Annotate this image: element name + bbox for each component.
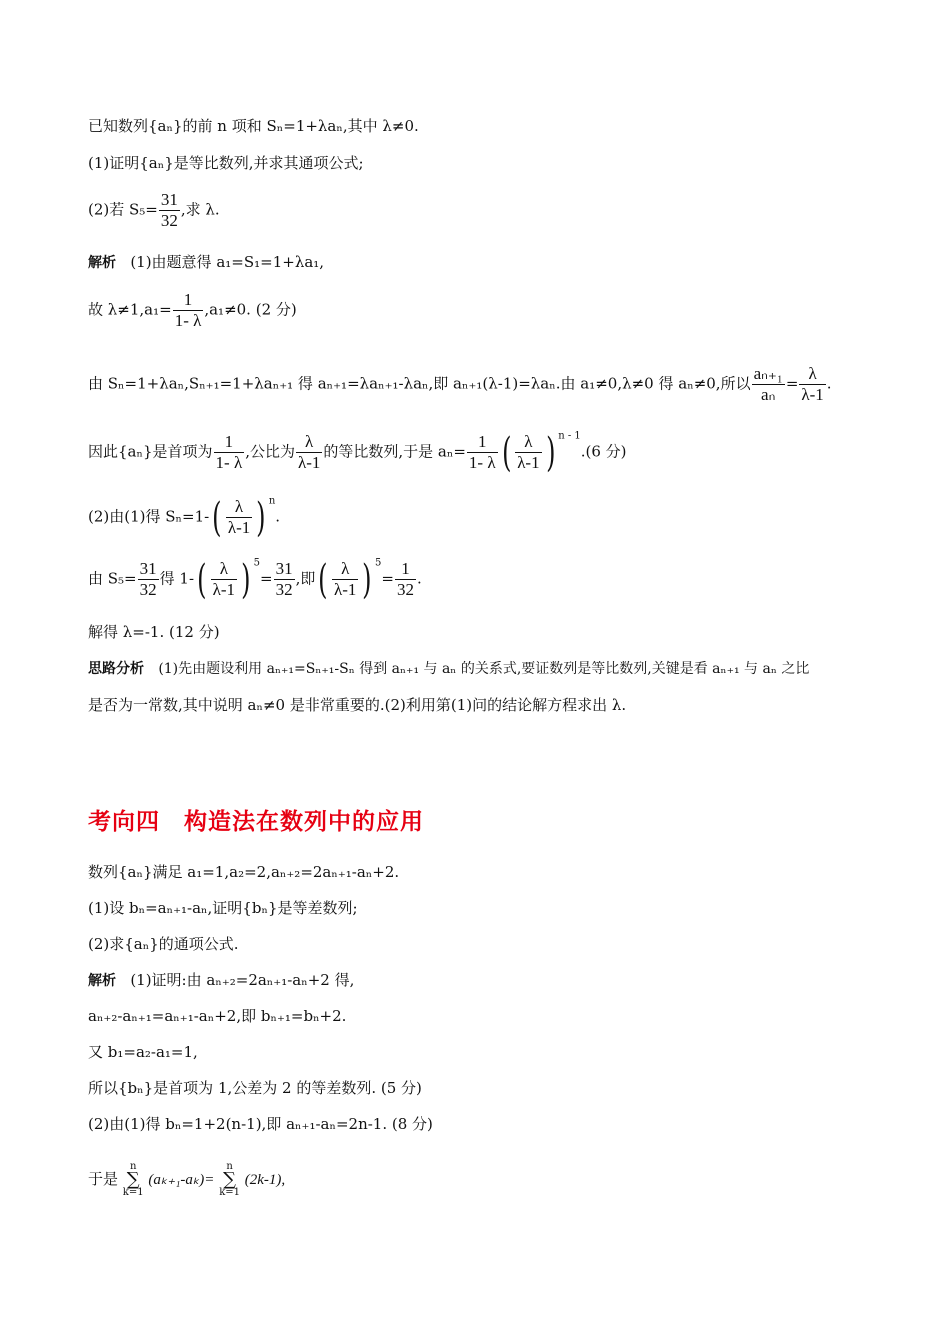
fraction: $\frac{\lambda}{\lambda-1}$ — [212, 559, 236, 599]
fraction: $\frac{\lambda}{\lambda-1}$ — [227, 497, 251, 537]
thinking-line-2: 是否为一常数,其中说明 aₙ≠0 是非常重要的.(2)利用第(1)问的结论解方程求出 λ. — [88, 696, 627, 714]
thinking-tag: 思路分析 — [88, 661, 144, 677]
analysis-line-2: aₙ₊₂-aₙ₊₁=aₙ₊₁-aₙ+2,即 bₙ₊₁=bₙ+2. — [88, 1007, 347, 1025]
section-title: 考向四 构造法在数列中的应用 — [88, 809, 424, 835]
analysis-line-2: 故 λ≠1,a₁= $\frac{1}{1- \lambda}$ ,a₁≠0. (2 分) — [88, 290, 297, 330]
analysis-tag: 解析 — [88, 255, 116, 271]
analysis-line-6: 由 S₅= $\frac{31}{32}$ 得 1-( $\frac{\lambda}{\lambda-1}$ ) $^5$= $\frac{31}{32}$ ,即( $\frac{\lambda}{\lambda-1}$ ) $^5$= $\frac{1}{32}$ . — [88, 556, 422, 603]
fraction: $\frac{31}{32}$ — [275, 559, 293, 599]
fraction: $\frac{\lambda}{\lambda-1}$ — [517, 432, 540, 472]
problem-stem: 已知数列{aₙ}的前 n 项和 Sₙ=1+λaₙ,其中 λ≠0. — [88, 117, 419, 135]
question-2: (2)若 S₅= $\frac{31}{32}$ ,求 λ. — [88, 190, 220, 230]
question-1: (1)证明{aₙ}是等比数列,并求其通项公式; — [88, 154, 364, 172]
fraction: $\frac{1}{1- \lambda}$ — [468, 432, 496, 472]
fraction: $\frac{\lambda}{\lambda-1}$ — [334, 559, 357, 599]
analysis-line-5: (2)由(1)得 bₙ=1+2(n-1),即 aₙ₊₁-aₙ=2n-1. (8 分) — [88, 1115, 433, 1133]
fraction: $\frac{\lambda}{\lambda-1}$ — [297, 432, 321, 472]
analysis-line-5: (2)由(1)得 Sₙ=1-( $\frac{\lambda}{\lambda-1}$ ) $^n$. — [88, 494, 281, 541]
thinking-line-1: 思路分析 (1)先由题设利用 aₙ₊₁=Sₙ₊₁-Sₙ 得到 aₙ₊₁ 与 aₙ 的关系式,要证数列是等比数列,关键是看 aₙ₊₁ 与 aₙ 之比 — [88, 661, 810, 677]
fraction: $\frac{\text{aₙ₊₁}}{\text{aₙ}}$ — [753, 364, 783, 404]
question-1: (1)设 bₙ=aₙ₊₁-aₙ,证明{bₙ}是等差数列; — [88, 899, 358, 917]
fraction: $\frac{1}{1- \lambda}$ — [215, 432, 243, 472]
question-2: (2)求{aₙ}的通项公式. — [88, 935, 239, 953]
problem-stem: 数列{aₙ}满足 a₁=1,a₂=2,aₙ₊₂=2aₙ₊₁-aₙ+2. — [88, 863, 400, 881]
analysis-line-1: 解析 (1)证明:由 aₙ₊₂=2aₙ₊₁-aₙ+2 得, — [88, 971, 355, 989]
analysis-tag: 解析 — [88, 973, 116, 989]
fraction: $\frac{1}{32}$ — [396, 559, 414, 599]
summation-symbol: n ∑ k=1 — [219, 1161, 240, 1198]
fraction: $\frac{31}{32}$ — [139, 559, 157, 599]
summation-symbol: n ∑ k=1 — [122, 1161, 144, 1198]
analysis-line-4: 所以{bₙ}是首项为 1,公差为 2 的等差数列. (5 分) — [88, 1079, 422, 1097]
analysis-line-3: 又 b₁=a₂-a₁=1, — [88, 1043, 198, 1061]
analysis-line-1: 解析 (1)由题意得 a₁=S₁=1+λa₁, — [88, 253, 325, 271]
analysis-line-6: 于是 n ∑ k=1 (aₖ₊₁-aₖ)= n ∑ k=1 (2k-1), — [88, 1161, 286, 1198]
analysis-line-3: 由 Sₙ=1+λaₙ,Sₙ₊₁=1+λaₙ₊₁ 得 aₙ₊₁=λaₙ₊₁-λaₙ,即 aₙ₊₁(λ-1)=λaₙ.由 a₁≠0,λ≠0 得 aₙ≠0,所以 $\frac{\text{aₙ₊₁}}{\text{aₙ}}$ = $\frac{\lambda}{\lambda-1}$ . — [88, 364, 832, 404]
fraction: $\frac{\lambda}{\lambda-1}$ — [801, 364, 824, 404]
analysis-line-7: 解得 λ=-1. (12 分) — [88, 623, 220, 641]
fraction: $\frac{31}{32}$ — [160, 190, 178, 230]
fraction: $\frac{1}{1- \lambda}$ — [174, 290, 202, 330]
analysis-line-4: 因此{aₙ}是首项为 $\frac{1}{1- \lambda}$ ,公比为 $\frac{\lambda}{\lambda-1}$ 的等比数列,于是 aₙ= $\frac{1}{1- \lambda}$ ( $\frac{\lambda}{\lambda-1}$ ) $^{n - 1}$.(6 分) — [88, 429, 627, 476]
